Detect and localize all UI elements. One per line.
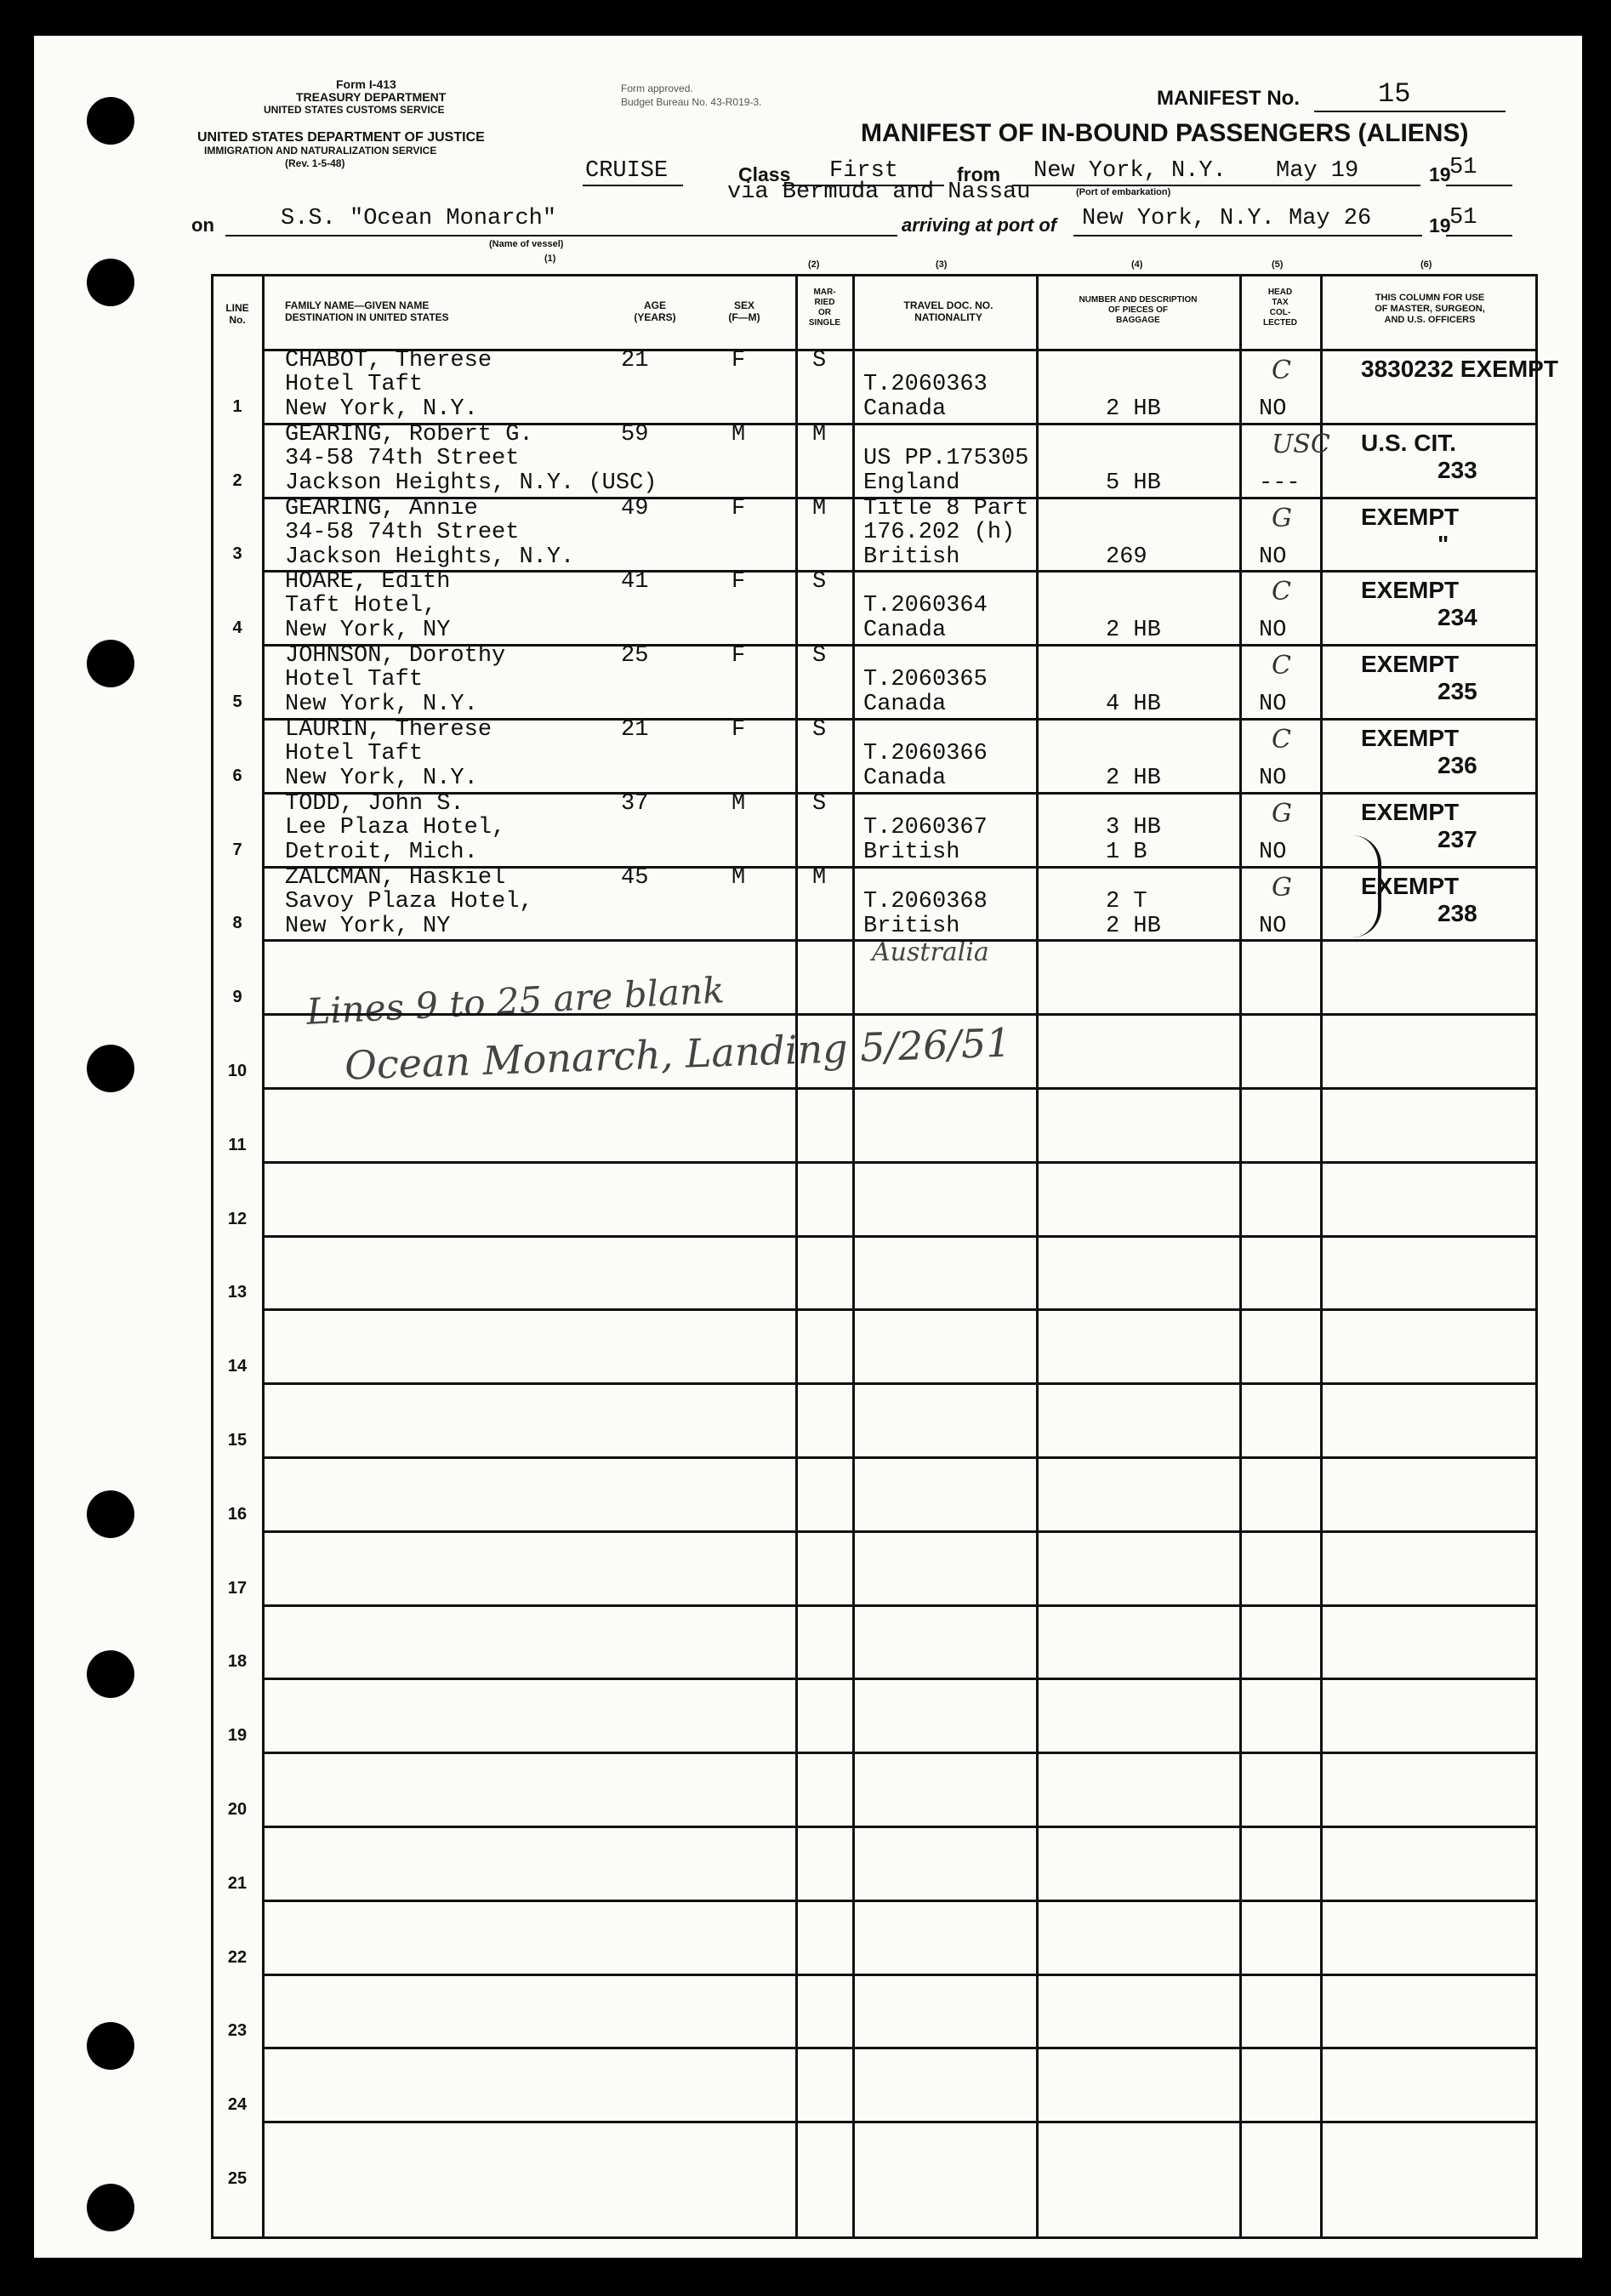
passenger-city: New York, N.Y.	[285, 766, 478, 791]
passenger-name: LAURIN, Therese	[285, 717, 492, 743]
passenger-sex: F	[731, 348, 746, 373]
departure-year-prefix: 19	[1429, 163, 1451, 185]
year-line	[1446, 185, 1512, 186]
passenger-address: Hotel Taft	[285, 372, 424, 397]
vessel-col-num: (1)	[544, 254, 556, 264]
row-divider	[262, 939, 1538, 942]
row-divider	[262, 1678, 1538, 1680]
row-divider	[262, 1308, 1538, 1311]
line-number: 4	[232, 618, 242, 637]
port-caption: (Port of embarkation)	[1076, 187, 1171, 197]
passenger-name: CHABOT, Therese	[285, 348, 492, 373]
line-number: 21	[227, 1874, 248, 1893]
arrival-port: New York, N.Y.	[1082, 206, 1275, 231]
ins-service: IMMIGRATION AND NATURALIZATION SERVICE	[204, 145, 437, 157]
nationality: Canada	[863, 618, 947, 643]
baggage-secondary: 2 HB	[1106, 618, 1161, 643]
class-label: Class	[738, 163, 791, 185]
page-title: MANIFEST OF IN-BOUND PASSENGERS (ALIENS)	[861, 119, 1469, 147]
officer-note: 235	[1437, 678, 1477, 704]
col-divider	[852, 274, 855, 2239]
line-number: 3	[232, 544, 242, 563]
col-header-name: FAMILY NAME—GIVEN NAME DESTINATION IN UNITED STATES	[285, 299, 449, 323]
passenger-address: 34-58 74th Street	[285, 520, 520, 545]
passenger-name: JOHNSON, Dorothy	[285, 643, 506, 669]
baggage-secondary: 269	[1106, 544, 1147, 570]
passenger-marital: S	[812, 791, 827, 817]
officer-stamp: EXEMPT	[1361, 873, 1460, 899]
nationality: Canada	[863, 396, 947, 422]
passenger-marital: M	[812, 422, 827, 447]
col-divider	[1239, 274, 1242, 2239]
officer-stamp: EXEMPT	[1361, 725, 1460, 751]
row-divider	[262, 1900, 1538, 1902]
travel-doc-number: 176.202 (h)	[863, 520, 1016, 545]
line-number: 24	[227, 2095, 248, 2114]
line-number: 2	[232, 471, 242, 490]
line-number: 25	[227, 2169, 248, 2188]
head-tax: NO	[1259, 766, 1287, 791]
officer-note: 238	[1437, 900, 1477, 926]
dept-justice: UNITED STATES DEPARTMENT OF JUSTICE	[197, 130, 485, 145]
vessel-caption: (Name of vessel)	[489, 239, 564, 249]
line-number: 14	[227, 1357, 248, 1376]
passenger-sex: M	[731, 422, 746, 447]
line-number: 6	[232, 766, 242, 785]
col-header-travel: TRAVEL DOC. NO. NATIONALITY	[903, 299, 993, 323]
blank-lines-handwritten-note: Lines 9 to 25 are blank	[305, 969, 726, 1033]
revision: (Rev. 1-5-48)	[285, 157, 345, 169]
punch-hole	[87, 97, 134, 145]
line-number: 16	[227, 1505, 248, 1524]
col-header-officers: THIS COLUMN FOR USE OF MASTER, SURGEON, AND U.S. OFFICERS	[1375, 293, 1485, 325]
col-num-headtax: (5)	[1272, 259, 1284, 270]
head-tax-mark: C	[1272, 651, 1291, 681]
class-value: First	[829, 158, 899, 184]
travel-doc-number: T.2060367	[863, 815, 988, 840]
passenger-age: 21	[621, 717, 649, 743]
head-tax: NO	[1259, 396, 1287, 422]
head-tax-mark: G	[1272, 873, 1292, 903]
budget-bureau: Budget Bureau No. 43-R019-3.	[621, 96, 762, 108]
line-number: 22	[227, 1948, 248, 1967]
line-number: 13	[227, 1283, 248, 1302]
passenger-sex: F	[731, 569, 746, 595]
cruise-label: CRUISE	[585, 158, 669, 184]
travel-doc-number: T.2060368	[863, 889, 988, 914]
passenger-age: 41	[621, 569, 649, 595]
punch-hole	[87, 1490, 134, 1538]
row-divider	[262, 1013, 1538, 1016]
head-tax: NO	[1259, 544, 1287, 570]
passenger-name: ZALCMAN, Haskiel	[285, 865, 506, 891]
signature-handwritten-note: Ocean Monarch, Landing 5/26/51	[344, 1019, 1012, 1089]
arrival-year-line	[1446, 235, 1512, 236]
passenger-city: New York, NY	[285, 618, 451, 643]
head-tax-mark: G	[1272, 504, 1292, 533]
arrival-date: May 26	[1289, 206, 1372, 231]
passenger-sex: M	[731, 865, 746, 891]
line-number: 11	[228, 1136, 247, 1154]
baggage-secondary: 2 HB	[1106, 766, 1161, 791]
head-tax: NO	[1259, 692, 1287, 717]
line-number: 8	[232, 914, 242, 932]
col-divider	[262, 274, 265, 2239]
row-divider	[262, 1752, 1538, 1754]
nationality: Canada	[863, 692, 947, 717]
passenger-marital: S	[812, 348, 827, 373]
row-divider	[262, 1087, 1538, 1090]
passenger-marital: M	[812, 496, 827, 521]
col-divider	[795, 274, 798, 2239]
passenger-marital: S	[812, 717, 827, 743]
travel-doc-number: T.2060363	[863, 372, 988, 397]
officer-stamp: U.S. CIT.	[1361, 430, 1457, 456]
punch-hole	[87, 1045, 134, 1092]
head-tax: NO	[1259, 914, 1287, 939]
passenger-address: Taft Hotel,	[285, 593, 437, 618]
row-divider	[262, 1161, 1538, 1164]
head-tax: ---	[1259, 470, 1301, 496]
col-header-baggage: NUMBER AND DESCRIPTION OF PIECES OF BAGGAGE	[1079, 295, 1198, 325]
col-header-headtax: HEAD TAX COL- LECTED	[1263, 288, 1297, 328]
line-number: 7	[232, 840, 242, 859]
line-number: 12	[227, 1210, 248, 1228]
head-tax-mark: C	[1272, 356, 1291, 385]
passenger-sex: F	[731, 717, 746, 743]
treasury-department: TREASURY DEPARTMENT	[296, 90, 447, 104]
passenger-city: New York, NY	[285, 914, 451, 939]
officer-stamp: EXEMPT	[1361, 799, 1460, 825]
officer-note: 236	[1437, 752, 1477, 778]
col-divider	[1036, 274, 1039, 2239]
passenger-city: Detroit, Mich.	[285, 840, 478, 865]
passenger-city: New York, N.Y.	[285, 396, 478, 422]
passenger-age: 49	[621, 496, 649, 521]
row-divider	[262, 2047, 1538, 2049]
col-num-baggage: (4)	[1131, 259, 1143, 270]
manifest-no-line	[1314, 111, 1506, 112]
officer-stamp: EXEMPT	[1361, 577, 1460, 603]
officer-note: 234	[1437, 604, 1477, 630]
passenger-marital: S	[812, 569, 827, 595]
col-header-age: AGE (YEARS)	[634, 299, 676, 323]
departure-date: May 19	[1276, 158, 1359, 184]
col-num-travel: (3)	[936, 259, 948, 270]
row-divider	[262, 1530, 1538, 1533]
row-divider	[262, 1826, 1538, 1828]
head-tax-mark: C	[1272, 725, 1291, 755]
passenger-sex: F	[731, 496, 746, 521]
line-number: 1	[232, 397, 242, 416]
col-header-line: LINE No.	[225, 302, 249, 326]
from-label: from	[957, 163, 1001, 185]
passenger-city: New York, N.Y.	[285, 692, 478, 717]
passenger-address: 34-58 74th Street	[285, 446, 520, 471]
passenger-name: GEARING, Annie	[285, 496, 478, 521]
line-number: 23	[227, 2021, 248, 2040]
col-header-married: MAR- RIED OR SINGLE	[808, 288, 841, 328]
baggage-secondary: 2 HB	[1106, 914, 1161, 939]
travel-doc-number: T.2060364	[863, 593, 988, 618]
officer-stamp: 3830232 EXEMPT	[1361, 356, 1558, 382]
manifest-label: MANIFEST No.	[1157, 87, 1300, 110]
head-tax-mark: USC	[1272, 430, 1330, 459]
nationality: Canada	[863, 766, 947, 791]
manifest-number: 15	[1378, 78, 1411, 110]
from-value: New York, N.Y.	[1033, 158, 1227, 184]
arrival-year-prefix: 19	[1429, 214, 1451, 236]
baggage-primary: 3 HB	[1106, 815, 1161, 840]
baggage-primary: 2 T	[1106, 889, 1147, 914]
passenger-age: 37	[621, 791, 649, 817]
form-number: Form I-413	[336, 77, 396, 91]
from-line	[1012, 185, 1420, 186]
punch-hole	[87, 2022, 134, 2070]
passenger-address: Hotel Taft	[285, 741, 424, 766]
punch-hole	[87, 259, 134, 306]
passenger-city: Jackson Heights, N.Y. (USC)	[285, 470, 657, 496]
col-header-sex: SEX (F—M)	[728, 299, 760, 323]
arrival-year: 51	[1449, 205, 1477, 231]
nationality-handwritten-note: Australia	[872, 937, 989, 967]
line-number: 15	[227, 1431, 248, 1450]
vessel-name: S.S. "Ocean Monarch"	[281, 206, 557, 231]
row-divider	[262, 2121, 1538, 2123]
baggage-secondary: 4 HB	[1106, 692, 1161, 717]
passenger-marital: M	[812, 865, 827, 891]
nationality: British	[863, 544, 960, 570]
passenger-sex: F	[731, 643, 746, 669]
arriving-label: arriving at port of	[902, 214, 1057, 236]
officer-stamp: EXEMPT	[1361, 504, 1460, 530]
officer-note: "	[1437, 531, 1449, 557]
col-num-officers: (6)	[1420, 259, 1432, 270]
row-divider	[262, 570, 1538, 573]
head-tax: NO	[1259, 840, 1287, 865]
row-divider	[262, 1974, 1538, 1976]
passenger-name: TODD, John S.	[285, 791, 464, 817]
head-tax-mark: C	[1272, 577, 1291, 607]
passenger-marital: S	[812, 643, 827, 669]
passenger-address: Lee Plaza Hotel,	[285, 815, 506, 840]
line-number: 9	[232, 988, 242, 1006]
line-number: 20	[227, 1800, 248, 1819]
travel-doc-note: Title 8 Part	[863, 496, 1029, 521]
row-divider	[262, 1456, 1538, 1459]
arrival-line	[1073, 235, 1422, 236]
officer-note: 233	[1437, 457, 1477, 483]
baggage-secondary: 1 B	[1106, 840, 1147, 865]
passenger-address: Savoy Plaza Hotel,	[285, 889, 533, 914]
travel-doc-number: US PP.175305	[863, 446, 1029, 471]
line-number: 10	[227, 1062, 248, 1080]
row-divider	[262, 1604, 1538, 1607]
manifest-sheet	[34, 36, 1582, 2258]
baggage-secondary: 2 HB	[1106, 396, 1161, 422]
baggage-secondary: 5 HB	[1106, 470, 1161, 496]
line-number: 5	[232, 692, 242, 711]
line-number: 19	[227, 1726, 248, 1745]
passenger-name: GEARING, Robert G.	[285, 422, 533, 447]
punch-hole	[87, 2184, 134, 2231]
row-divider	[262, 1235, 1538, 1238]
passenger-age: 25	[621, 643, 649, 669]
vessel-line	[225, 235, 897, 236]
row-divider	[262, 1382, 1538, 1385]
customs-service: UNITED STATES CUSTOMS SERVICE	[264, 104, 445, 116]
travel-doc-number: T.2060366	[863, 741, 988, 766]
punch-hole	[87, 1650, 134, 1698]
line-number: 17	[227, 1579, 248, 1598]
passenger-address: Hotel Taft	[285, 667, 424, 692]
nationality: British	[863, 914, 960, 939]
nationality: England	[863, 470, 960, 496]
via-route: via Bermuda and Nassau	[727, 179, 1031, 205]
officer-stamp: EXEMPT	[1361, 651, 1460, 677]
punch-hole	[87, 640, 134, 687]
cruise-underline	[583, 185, 683, 186]
passenger-sex: M	[731, 791, 746, 817]
col-num-married: (2)	[808, 259, 820, 270]
travel-doc-number: T.2060365	[863, 667, 988, 692]
line-number: 18	[227, 1652, 248, 1671]
passenger-age: 59	[621, 422, 649, 447]
form-approved: Form approved.	[621, 83, 693, 94]
officer-note: 237	[1437, 826, 1477, 852]
on-label: on	[191, 214, 214, 236]
col-divider	[1320, 274, 1323, 2239]
passenger-age: 21	[621, 348, 649, 373]
head-tax-mark: G	[1272, 799, 1292, 829]
passenger-name: HOARE, Edith	[285, 569, 451, 595]
passenger-city: Jackson Heights, N.Y.	[285, 544, 575, 570]
passenger-age: 45	[621, 865, 649, 891]
departure-year: 51	[1449, 155, 1477, 180]
head-tax: NO	[1259, 618, 1287, 643]
nationality: British	[863, 840, 960, 865]
